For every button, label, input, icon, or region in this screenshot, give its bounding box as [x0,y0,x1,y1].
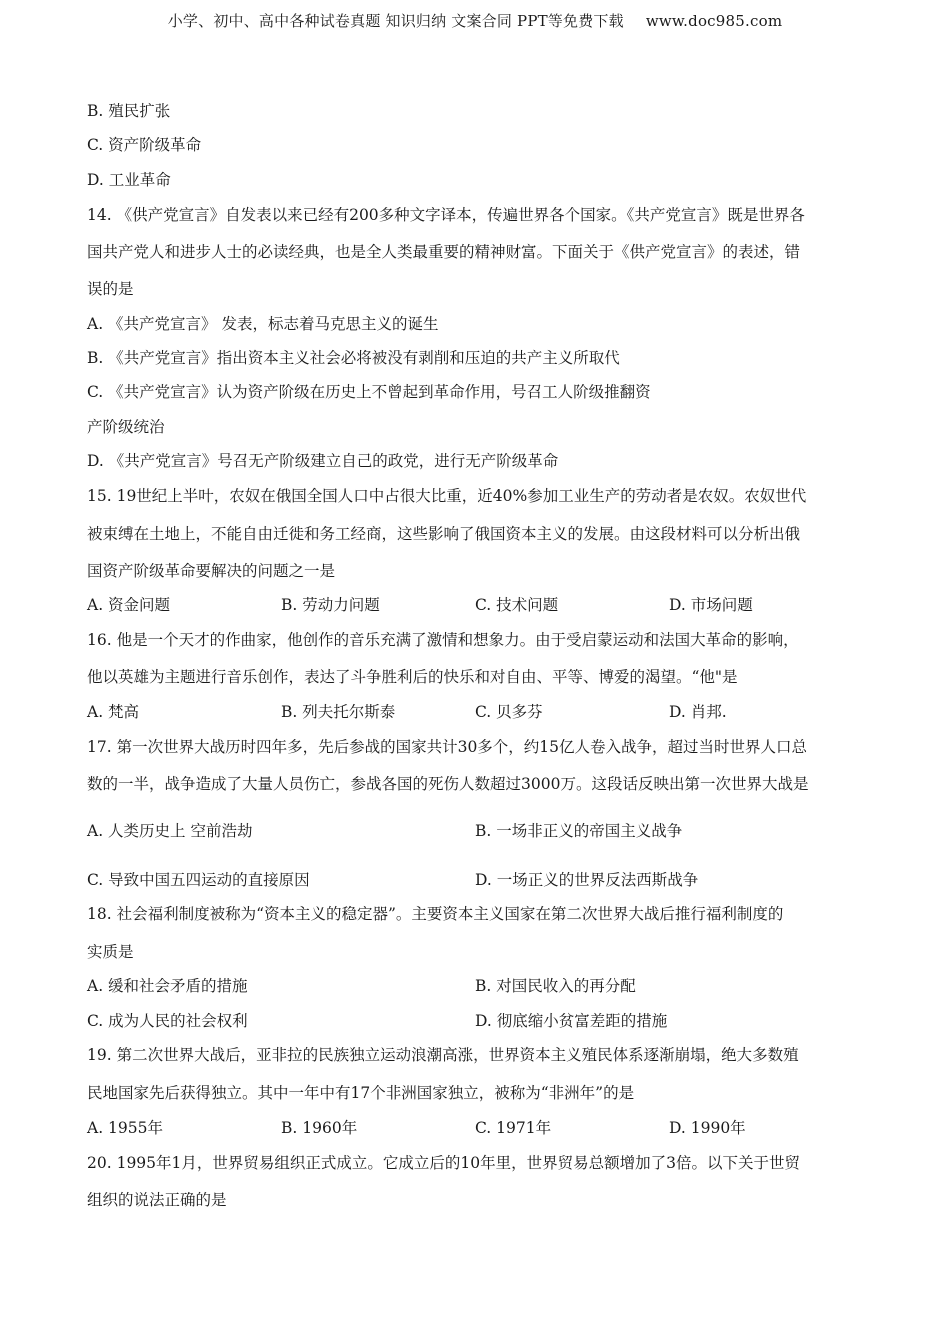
q13-option-d: D. 工业革命 [87,171,171,189]
q13-option-c: C. 资产阶级革命 [87,136,202,154]
q16-stem-line2: 他以英雄为主题进行音乐创作，表达了斗争胜利后的快乐和对自由、平等、博爱的渴望。“他"是 [87,668,738,686]
q16-option-b: B. 列夫托尔斯泰 [281,703,396,721]
q17-options-row2 [0,870,950,892]
q20-stem-line2: 组织的说法正确的是 [87,1191,227,1209]
q19-stem-line1: 19. 第二次世界大战后，亚非拉的民族独立运动浪潮高涨，世界资本主义殖民体系逐渐崩塌，绝大多数殖 [87,1046,799,1064]
q16-options [0,702,950,724]
q18-option-a: A. 缓和社会矛盾的措施 [87,977,248,995]
q16-stem-line1: 16. 他是一个天才的作曲家，他创作的音乐充满了激情和想象力。由于受启蒙运动和法国大革命的影响， [87,631,799,649]
q14-option-d: D. 《共产党宣言》号召无产阶级建立自己的政党，进行无产阶级革命 [87,452,559,470]
q17-option-a: A. 人类历史上 空前浩劫 [87,822,253,840]
q17-option-c: C. 导致中国五四运动的直接原因 [87,871,310,889]
q18-stem-line2: 实质是 [87,943,134,961]
q18-option-c: C. 成为人民的社会权利 [87,1012,248,1030]
q18-option-b: B. 对国民收入的再分配 [475,977,636,995]
q15-option-a: A. 资金问题 [87,596,171,614]
q20-stem-line1: 20. 1995年1月，世界贸易组织正式成立。它成立后的10年里，世界贸易总额增加了3倍。以下关于世贸 [87,1154,800,1172]
q15-option-c: C. 技术问题 [475,596,559,614]
q17-stem-line1: 17. 第一次世界大战历时四年多，先后参战的国家共计30多个，约15亿人卷入战争，超过当时世界人口总 [87,738,808,756]
q15-options [0,595,950,617]
q17-stem-line2: 数的一半，战争造成了大量人员伤亡，参战各国的死伤人数超过3000万。这段话反映出第一次世界大战是 [87,775,809,793]
q18-options-row1 [0,976,950,998]
q14-stem-line2: 国共产党人和进步人士的必读经典，也是全人类最重要的精神财富。下面关于《供产党宣言》的表述，错 [87,243,801,261]
header-text: 小学、初中、高中各种试卷真题 知识归纳 文案合同 PPT等免费下载 [167,12,624,30]
q15-option-d: D. 市场问题 [669,596,753,614]
q19-stem-line2: 民地国家先后获得独立。其中一年中有17个非洲国家独立，被称为“非洲年”的是 [87,1084,635,1102]
q19-options [0,1118,950,1140]
q17-option-d: D. 一场正义的世界反法西斯战争 [475,871,699,889]
q17-option-b: B. 一场非正义的帝国主义战争 [475,822,683,840]
q19-option-b: B. 1960年 [281,1119,358,1137]
q14-option-b: B. 《共产党宣言》指出资本主义社会必将被没有剥削和压迫的共产主义所取代 [87,349,620,367]
q17-options-row1 [0,821,950,843]
q14-option-c: C. 《共产党宣言》认为资产阶级在历史上不曾起到革命作用，号召工人阶级推翻资 [87,383,651,401]
q16-option-d: D. 肖邦. [669,703,727,721]
page-header [0,10,950,31]
q18-options-row2 [0,1011,950,1033]
q16-option-c: C. 贝多芬 [475,703,543,721]
q14-option-c-cont: 产阶级统治 [87,418,165,436]
q16-option-a: A. 梵高 [87,703,140,721]
q19-option-d: D. 1990年 [669,1119,746,1137]
q15-option-b: B. 劳动力问题 [281,596,380,614]
q15-stem-line3: 国资产阶级革命要解决的问题之一是 [87,562,336,580]
q19-option-a: A. 1955年 [87,1119,163,1137]
q14-option-a: A. 《共产党宣言》 发表，标志着马克思主义的诞生 [87,315,439,333]
q15-stem-line1: 15. 19世纪上半叶，农奴在俄国全国人口中占很大比重，近40%参加工业生产的劳动者是农奴。农奴世代 [87,487,807,505]
header-url: www.doc985.com [645,12,783,30]
q14-stem-line3: 误的是 [87,280,134,298]
q14-stem-line1: 14. 《供产党宣言》自发表以来已经有200多种文字译本，传遍世界各个国家。《共产党宣言》既是世界各 [87,206,805,224]
q18-option-d: D. 彻底缩小贫富差距的措施 [475,1012,668,1030]
q18-stem-line1: 18. 社会福利制度被称为“资本主义的稳定器”。主要资本主义国家在第二次世界大战后推行福利制度的 [87,905,784,923]
q13-option-b: B. 殖民扩张 [87,102,171,120]
q19-option-c: C. 1971年 [475,1119,552,1137]
q15-stem-line2: 被束缚在土地上，不能自由迁徙和务工经商，这些影响了俄国资本主义的发展。由这段材料可以分析出俄 [87,525,801,543]
